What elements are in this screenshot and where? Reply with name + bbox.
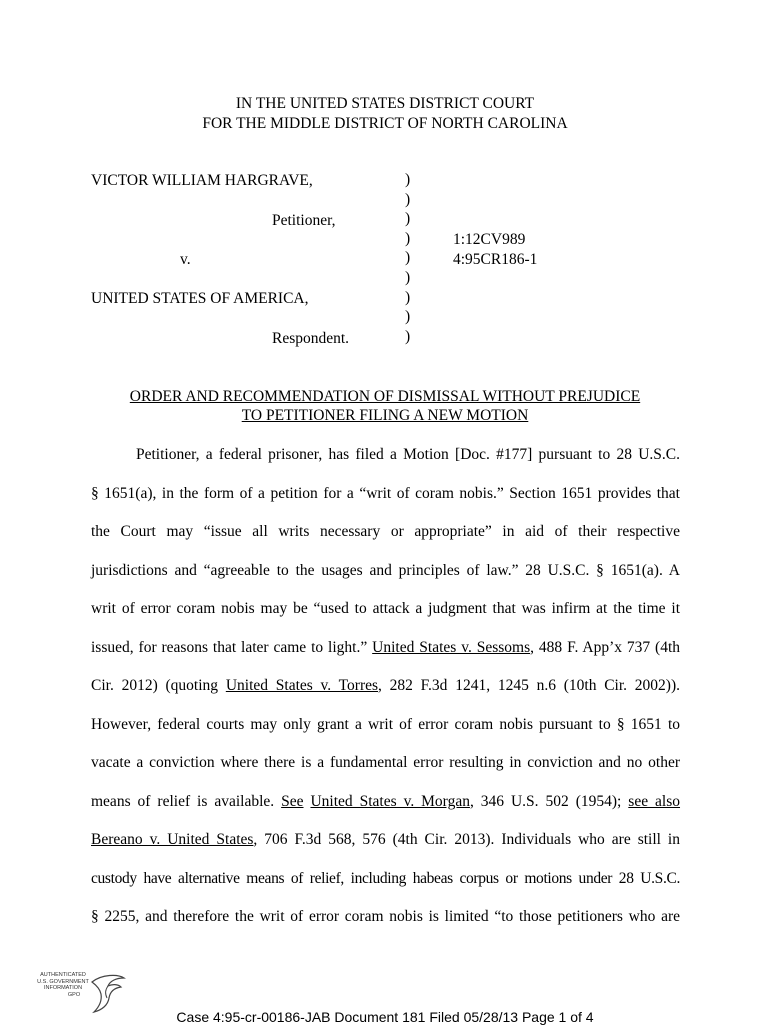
caption-paren: ) bbox=[405, 288, 411, 306]
caption-paren: ) bbox=[405, 210, 411, 228]
case-citation-bereano: Bereano v. United States bbox=[91, 831, 254, 848]
civil-case-number: 1:12CV989 bbox=[453, 231, 526, 248]
order-title-line-1: ORDER AND RECOMMENDATION OF DISMISSAL WITHOUT PREJUDICE bbox=[129, 388, 641, 405]
body-line: vacate a conviction where there is a fundamental error resulting in conviction and no other bbox=[91, 754, 680, 771]
body-text: Cir. 2012) (quoting bbox=[91, 677, 219, 694]
body-line: § 2255, and therefore the writ of error coram nobis is limited “to those petitioners who are bbox=[91, 908, 680, 925]
caption-paren: ) bbox=[405, 327, 411, 345]
petitioner-name: VICTOR WILLIAM HARGRAVE, bbox=[91, 172, 313, 189]
court-heading-line-1: IN THE UNITED STATES DISTRICT COURT bbox=[235, 95, 535, 112]
order-title bbox=[0, 387, 770, 425]
order-title-line-2: TO PETITIONER FILING A NEW MOTION bbox=[241, 407, 529, 424]
body-line: § 1651(a), in the form of a petition for a “writ of coram nobis.” Section 1651 provides that bbox=[91, 485, 680, 502]
body-line: Petitioner, a federal prisoner, has filed a Motion [Doc. #177] pursuant to 28 U.S.C. bbox=[136, 446, 680, 463]
case-citation-morgan: United States v. Morgan bbox=[310, 793, 470, 810]
seal-line-4: GPO bbox=[67, 991, 81, 998]
caption-paren: ) bbox=[405, 268, 411, 286]
caption-paren: ) bbox=[405, 308, 411, 326]
body-line: However, federal courts may only grant a writ of error coram nobis pursuant to § 1651 to bbox=[91, 716, 680, 733]
body-text: 706 F.3d 568, 576 (4th Cir. 2013). Individuals who are still in bbox=[264, 831, 680, 848]
body-line: writ of error coram nobis may be “used to attack a judgment that was infirm at the time it bbox=[91, 600, 680, 617]
seal-line-3: INFORMATION bbox=[43, 985, 83, 991]
body-line: jurisdictions and “agreeable to the usages and principles of law.” 28 U.S.C. § 1651(a). A bbox=[91, 562, 680, 579]
citation-detail: , 346 U.S. 502 (1954); bbox=[469, 793, 622, 810]
body-text: issued, for reasons that later came to light.” bbox=[91, 639, 368, 656]
caption-paren: ) bbox=[405, 171, 411, 188]
body-line: custody have alternative means of relief, including habeas corpus or motions under 28 U.S.C. bbox=[91, 870, 680, 887]
case-citation-sessoms: United States v. Sessoms bbox=[372, 639, 531, 656]
caption-paren: ) bbox=[405, 249, 411, 267]
body-line-sessoms bbox=[91, 638, 680, 658]
respondent-name: UNITED STATES OF AMERICA, bbox=[91, 290, 309, 307]
criminal-case-number: 4:95CR186-1 bbox=[453, 251, 538, 268]
body-line: the Court may “issue all writs necessary or appropriate” in aid of their respective bbox=[91, 523, 680, 540]
petitioner-role: Petitioner, bbox=[272, 212, 336, 229]
caption-parentheses bbox=[405, 170, 410, 346]
signal-see: See bbox=[281, 793, 304, 810]
citation-detail: , 282 F.3d 1241, 1245 n.6 (10th Cir. 2002)). bbox=[378, 677, 681, 694]
versus: v. bbox=[180, 251, 191, 268]
respondent-role: Respondent. bbox=[272, 330, 350, 347]
caption-paren: ) bbox=[405, 190, 411, 208]
seal-text bbox=[32, 972, 94, 998]
citation-detail: , bbox=[253, 831, 258, 848]
case-citation-torres: United States v. Torres bbox=[225, 677, 379, 694]
body-text: means of relief is available. bbox=[91, 793, 275, 810]
caption-paren: ) bbox=[405, 229, 411, 247]
seal-line-1: AUTHENTICATED bbox=[40, 972, 86, 978]
citation-detail: , 488 F. App’x 737 (4th bbox=[530, 639, 681, 656]
body-line-torres bbox=[91, 676, 680, 696]
page-footer: Case 4:95-cr-00186-JAB Document 181 Filed 05/28/13 Page 1 of 4 bbox=[176, 1009, 594, 1025]
seal-line-2: U.S. GOVERNMENT bbox=[37, 978, 89, 985]
body-line-morgan bbox=[91, 792, 680, 812]
court-heading-line-2: FOR THE MIDDLE DISTRICT OF NORTH CAROLINA bbox=[202, 115, 568, 132]
body-line-bereano bbox=[91, 830, 680, 850]
signal-see-also: see also bbox=[628, 793, 681, 810]
